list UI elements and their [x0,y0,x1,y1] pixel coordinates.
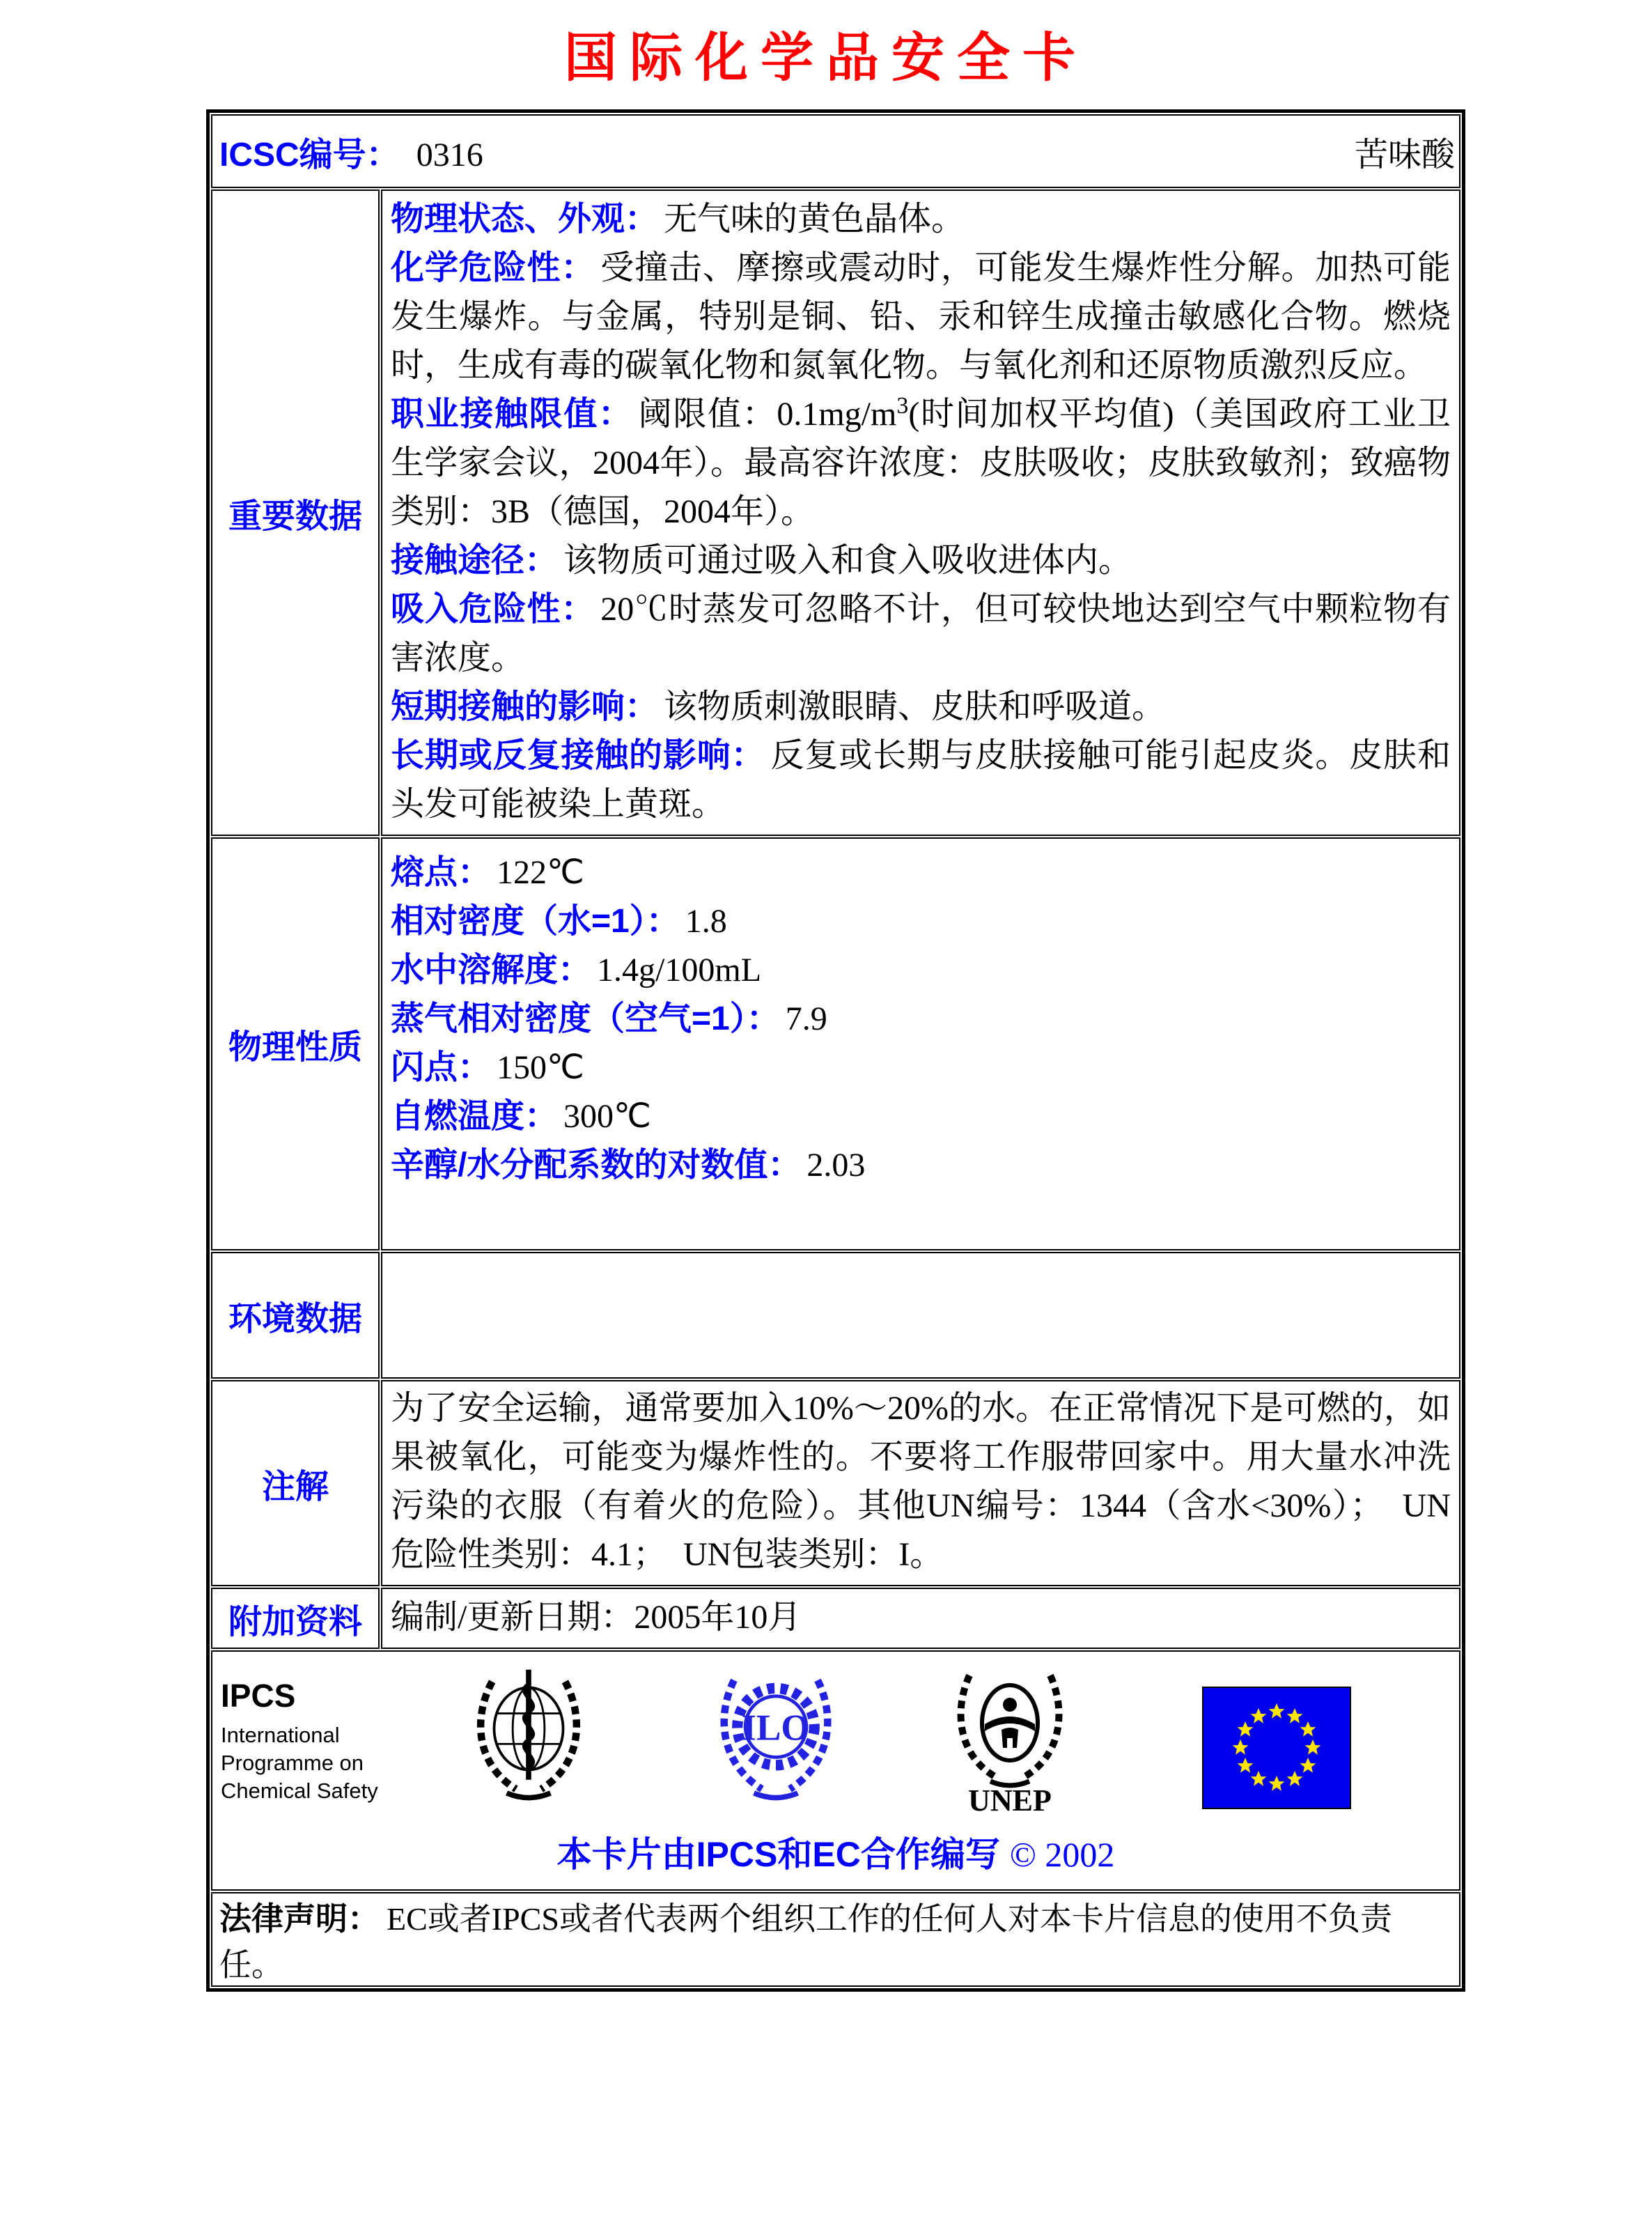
ipcs-line-3: Chemical Safety [221,1779,378,1803]
section-label-important-data: 重要数据 [211,189,380,836]
environmental-data-content [381,1252,1460,1379]
entry-short-term-effects: 短期接触的影响： 该物质刺激眼睛、皮肤和呼吸道。 [391,688,1166,725]
card-header [212,116,1459,187]
section-label-physical-properties: 物理性质 [211,837,380,1250]
prop-autoignition-temperature: 自燃温度： 300℃ [391,1098,651,1135]
page-title: 国际化学品安全卡 [564,29,1088,88]
entry-exposure-route: 接触途径： 该物质可通过吸入和食入吸收进体内。 [391,542,1132,579]
legal-row [211,1892,1460,1987]
entry-chemical-danger: 化学危险性： 受撞击、摩擦或震动时，可能发生爆炸性分解。加热可能发生爆炸。与金属，特别是铜、铅、汞和锌生成撞击敏感化合物。燃烧时，生成有毒的碳氧化物和氮氧化物。与氧化剂和还原物质激烈反应。 [391,249,1451,384]
icsc-number-value: 0316 [416,136,483,173]
icsc-card-table [206,109,1465,1992]
unep-letters: UNEP [968,1783,1052,1815]
chemical-name: 苦味酸 [1354,136,1455,173]
additional-info-row [211,1588,1460,1649]
entry-inhalation-risk: 吸入危险性： 20℃时蒸发可忽略不计，但可较快地达到空气中颗粒物有害浓度。 [391,591,1451,676]
logos-row [211,1650,1460,1891]
cooperation-caption [212,1827,1459,1877]
logos-strip [212,1652,1459,1815]
notes-content [381,1380,1460,1586]
who-logo-icon [462,1666,595,1805]
ipcs-line-1: International [221,1723,340,1747]
caption-year: © 2002 [1009,1835,1115,1874]
ipcs-line-2: Programme on [221,1751,364,1775]
ilo-letters: ILO [742,1706,810,1749]
ipcs-block [221,1666,396,1805]
icsc-number-label: ICSC编号： [219,136,400,173]
unep-logo-icon [950,1666,1070,1815]
prop-flash-point: 闪点： 150℃ [391,1049,584,1086]
legal-label: 法律声明： [219,1900,380,1937]
additional-info-content [381,1588,1460,1649]
legal-text: EC或者IPCS或者代表两个组织工作的任何人对本卡片信息的使用不负责任。 [219,1901,1392,1983]
section-label-notes: 注解 [211,1380,380,1586]
ipcs-title: IPCS [221,1678,296,1714]
ilo-logo-icon [710,1666,842,1805]
prop-vapor-density: 蒸气相对密度（空气=1）： 7.9 [391,1000,827,1037]
eu-flag-icon [1202,1687,1351,1809]
icsc-number [219,127,483,176]
prop-melting-point: 熔点： 122℃ [391,854,584,891]
superscript-3: 3 [896,393,909,419]
important-data-row [211,189,1460,836]
notes-row [211,1380,1460,1586]
notes-text: 为了安全运输，通常要加入10%～20%的水。在正常情况下是可燃的，如果被氧化，可能变为爆炸性的。不要将工作服带回家中。用大量水冲洗污染的衣服（有着火的危险）。其他UN编号：1344（含水<30%）； UN危险性类别：4.1； UN包装类别：I。 [391,1390,1451,1573]
important-data-content [381,189,1460,836]
header-row [211,114,1460,188]
section-label-additional-info: 附加资料 [211,1588,380,1649]
prop-logp: 辛醇/水分配系数的对数值： 2.03 [391,1147,866,1184]
update-date: 编制/更新日期：2005年10月 [391,1599,802,1636]
entry-occupational-exposure-limit: 职业接触限值： 阈限值：$0.1mg/m^3$(时间加权平均值)（美国政府工业卫生学家会议，2004年）。最高容许浓度：皮肤吸收；皮肤致敏剂；致癌物类别：3B（德国，2004年）。 [391,393,1451,530]
physical-properties-row [211,837,1460,1250]
environmental-data-row [211,1252,1460,1379]
legal-cell [211,1892,1460,1987]
prop-relative-density: 相对密度（水=1）： 1.8 [391,903,727,940]
entry-physical-state: 物理状态、外观： 无气味的黄色晶体。 [391,201,965,238]
caption-text: 本卡片由IPCS和EC合作编写 [556,1835,1000,1874]
physical-properties-content [381,837,1460,1250]
entry-long-term-effects: 长期或反复接触的影响： 反复或长期与皮肤接触可能引起皮炎。皮肤和头发可能被染上黄斑。 [391,737,1451,823]
prop-water-solubility: 水中溶解度： 1.4g/100mL [391,952,762,989]
logos-cell [211,1650,1460,1891]
section-label-environmental-data: 环境数据 [211,1252,380,1379]
